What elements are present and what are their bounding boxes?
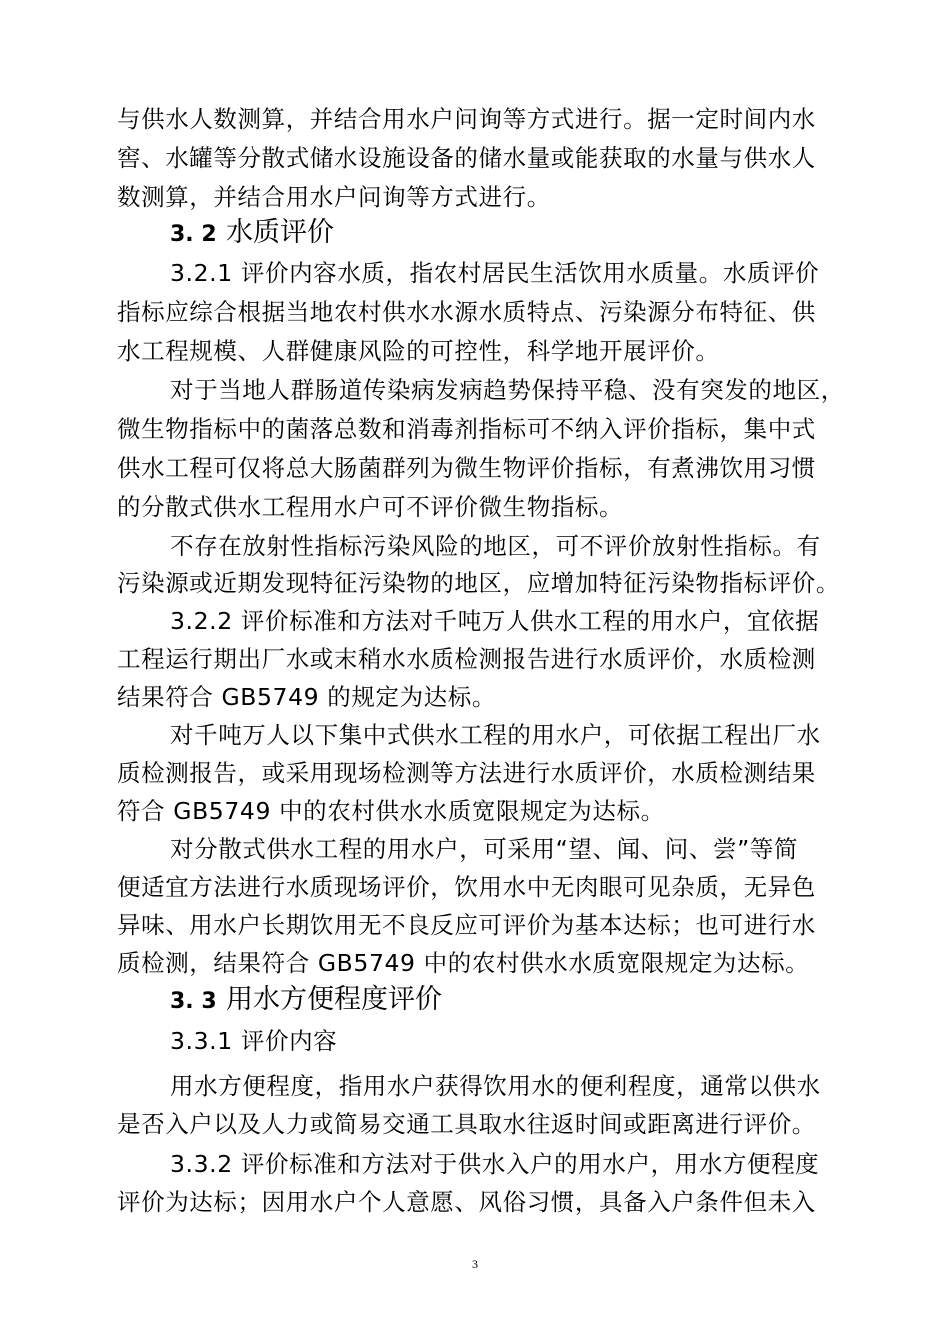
section-number: 3. 2 [170,222,217,247]
paragraph-line: 3.2.1 评价内容水质，指农村居民生活饮用水质量。水质评价 [170,259,820,287]
paragraph-line: 3.2.2 评价标准和方法对千吨万人供水工程的用水户，宜依据 [170,607,820,635]
paragraph-line: 指标应综合根据当地农村供水水源水质特点、污染源分布特征、供 [117,298,816,326]
section-heading-3-3 [170,983,442,1019]
paragraph-line: 微生物指标中的菌落总数和消毒剂指标可不纳入评价指标，集中式 [117,415,816,443]
paragraph-line: 对分散式供水工程的用水户，可采用“望、闻、问、尝”等简 [170,835,799,863]
paragraph-line: 便适宜方法进行水质现场评价，饮用水中无肉眼可见杂质，无异色 [117,873,816,901]
section-title: 水质评价 [226,217,335,248]
paragraph-line: 评价为达标；因用水户个人意愿、风俗习惯，具备入户条件但未入 [117,1188,816,1216]
paragraph-line: 符合 GB5749 中的农村供水水质宽限规定为达标。 [117,797,665,825]
paragraph-line: 工程运行期出厂水或末稍水水质检测报告进行水质评价，水质检测 [117,645,816,673]
paragraph-line: 不存在放射性指标污染风险的地区，可不评价放射性指标。有 [170,532,821,560]
section-number: 3. 3 [170,989,217,1014]
paragraph-line: 是否入户以及人力或简易交通工具取水往返时间或距离进行评价。 [117,1110,816,1138]
paragraph-line: 水工程规模、人群健康风险的可控性，科学地开展评价。 [117,337,720,365]
paragraph-line: 数测算，并结合用水户问询等方式进行。 [117,183,551,211]
paragraph-line: 异味、用水户长期饮用无不良反应可评价为基本达标；也可进行水 [117,911,816,939]
page-number: 3 [472,1257,478,1271]
section-title: 用水方便程度评价 [226,984,443,1015]
paragraph-line: 污染源或近期发现特征污染物的地区，应增加特征污染物指标评价。 [117,569,840,597]
paragraph-line: 3.3.2 评价标准和方法对于供水入户的用水户，用水方便程度 [170,1150,820,1178]
paragraph-line: 供水工程可仅将总大肠菌群列为微生物评价指标，有煮沸饮用习惯 [117,454,816,482]
paragraph-line: 对千吨万人以下集中式供水工程的用水户，可依据工程出厂水 [170,721,821,749]
paragraph-line: 结果符合 GB5749 的规定为达标。 [117,683,496,711]
paragraph-line: 与供水人数测算，并结合用水户问询等方式进行。据一定时间内水 [117,105,816,133]
paragraph-line: 用水方便程度，指用水户获得饮用水的便利程度，通常以供水 [170,1072,821,1100]
paragraph-line: 对于当地人群肠道传染病发病趋势保持平稳、没有突发的地区， [170,376,845,404]
section-heading-3-2 [170,216,334,252]
paragraph-line: 质检测报告，或采用现场检测等方法进行水质评价，水质检测结果 [117,759,816,787]
paragraph-line: 的分散式供水工程用水户可不评价微生物指标。 [117,493,624,521]
paragraph-line: 3.3.1 评价内容 [170,1027,338,1055]
paragraph-line: 窖、水罐等分散式储水设施设备的储水量或能获取的水量与供水人 [117,144,816,172]
paragraph-line: 质检测，结果符合 GB5749 中的农村供水水质宽限规定为达标。 [117,949,810,977]
